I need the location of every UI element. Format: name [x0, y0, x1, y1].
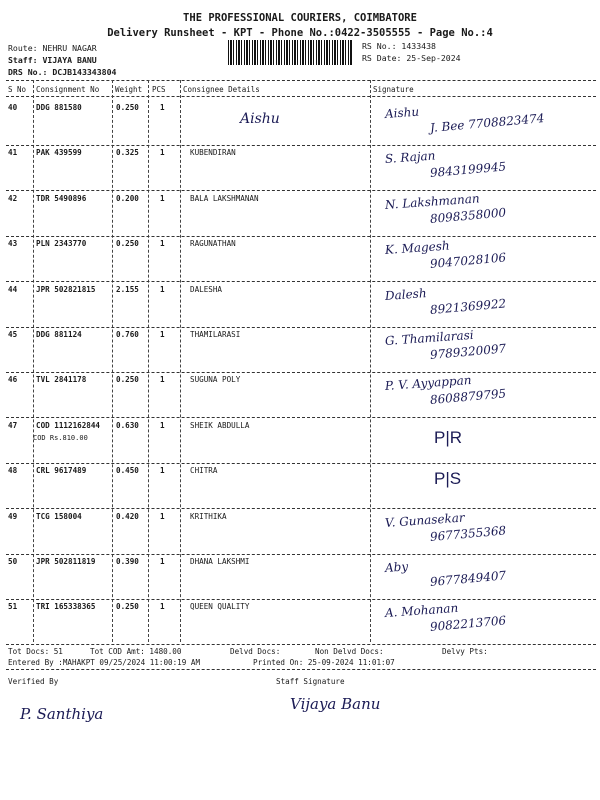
row-consignment-no: JPR 502821815: [36, 284, 96, 294]
row-weight: 0.630: [116, 420, 139, 430]
staff-signature: Vijaya Banu: [290, 695, 381, 713]
row-signature-phone: 9047028106: [429, 250, 507, 272]
row-sno: 45: [8, 330, 18, 339]
row-sno: 47: [8, 420, 18, 430]
row-signature-phone: 8921369922: [429, 295, 507, 317]
delivered-docs: Delvd Docs:: [230, 647, 281, 656]
footer-rule: [6, 669, 596, 670]
row-consignee: DALESHA: [190, 284, 223, 294]
table-header-rule: [6, 96, 596, 97]
row-weight: 0.250: [116, 239, 139, 249]
row-signature: V. Gunasekar: [384, 510, 466, 530]
row-cod-amount: COD Rs.810.00: [33, 433, 88, 442]
rs-number: RS No.: 1433438: [362, 41, 436, 51]
staff-label: Staff: VIJAYA BANU: [8, 55, 97, 65]
col-sno: S No: [8, 85, 27, 94]
row-signature-phone: 9677849407: [429, 568, 507, 589]
row-pcs: 1: [160, 375, 165, 385]
entered-by: Entered By :MAHAKPT 09/25/2024 11:00:19 AM: [8, 658, 201, 667]
row-consignment-no: PAK 439599: [36, 148, 82, 158]
row-weight: 0.200: [116, 193, 139, 203]
row-pcs: 1: [160, 239, 165, 249]
row-pcs: 1: [160, 602, 165, 612]
row-consignee: CHITRA: [190, 466, 218, 476]
row-consignment-no: TDR 5490896: [36, 193, 87, 203]
row-sno: 44: [8, 284, 18, 294]
row-weight: 0.760: [116, 330, 139, 339]
row-pcs: 1: [160, 330, 165, 339]
row-pcs: 1: [160, 557, 165, 566]
row-separator: [6, 372, 596, 373]
row-40-handwritten-name: Aishu: [240, 111, 280, 127]
row-weight: 0.250: [116, 602, 139, 612]
row-signature: N. Lakshmanan: [384, 191, 481, 212]
row-separator: [6, 644, 596, 645]
row-pcs: 1: [160, 148, 165, 158]
row-signature-phone: 9677355368: [429, 522, 507, 544]
row-separator: [6, 463, 596, 464]
row-weight: 0.420: [116, 511, 139, 521]
row-signature: G. Thamilarasi: [384, 327, 475, 348]
row-consignee: SUGUNA POLY: [190, 375, 241, 385]
row-sno: 51: [8, 602, 18, 612]
row-consignment-no: DDG 881124: [36, 330, 82, 339]
row-separator: [6, 599, 596, 600]
row-sno: 49: [8, 511, 18, 521]
row-pcs: 1: [160, 420, 165, 430]
row-pcs: 1: [160, 284, 165, 294]
row-signature-phone: 9789320097: [429, 341, 507, 362]
col-divider: [370, 80, 371, 642]
row-consignee: BALA LAKSHMANAN: [190, 193, 259, 203]
runsheet-subtitle: Delivery Runsheet - KPT - Phone No.:0422-3505555 - Page No.:4: [107, 27, 493, 39]
verifier-signature: P. Santhiya: [20, 705, 104, 723]
table-top-rule: [6, 80, 596, 81]
total-cod: Tot COD Amt: 1480.00: [90, 647, 182, 656]
row-consignment-no: TRI 165338365: [36, 602, 96, 612]
row-sno: 43: [8, 239, 18, 249]
row-signature-phone: 9082213706: [429, 613, 507, 635]
row-consignment-no: PLN 2343770: [36, 239, 87, 249]
row-consignee: THAMILARASI: [190, 330, 241, 339]
row-sno: 50: [8, 557, 18, 566]
col-divider: [112, 80, 113, 642]
row-consignment-no: TVL 2841178: [36, 375, 87, 385]
row-separator: [6, 554, 596, 555]
status-mark: P|S: [434, 469, 462, 488]
row-separator: [6, 508, 596, 509]
row-sno: 42: [8, 193, 18, 203]
row-signature-phone: J. Bee 7708823474: [429, 111, 545, 135]
row-sno: 48: [8, 466, 18, 476]
non-delivered-docs: Non Delvd Docs:: [315, 647, 384, 656]
row-signature: P. V. Ayyappan: [384, 373, 472, 394]
col-divider: [148, 80, 149, 642]
delivery-points: Delvy Pts:: [442, 647, 488, 656]
barcode: [228, 40, 353, 65]
row-signature: K. Magesh: [384, 238, 451, 258]
row-separator: [6, 417, 596, 418]
row-sno: 40: [8, 103, 18, 112]
printed-on: Printed On: 25-09-2024 11:01:07: [253, 658, 395, 667]
row-consignee: RAGUNATHAN: [190, 239, 236, 249]
row-pcs: 1: [160, 511, 165, 521]
row-separator: [6, 190, 596, 191]
row-signature: Aishu: [384, 104, 420, 121]
company-title: THE PROFESSIONAL COURIERS, COIMBATORE: [183, 12, 417, 24]
row-signature: S. Rajan: [384, 148, 436, 167]
row-consignment-no: COD 1112162844: [36, 420, 101, 430]
row-pcs: 1: [160, 103, 165, 112]
row-separator: [6, 236, 596, 237]
row-signature: A. Mohanan: [384, 601, 459, 621]
row-signature-phone: 8098358000: [429, 205, 507, 226]
return-mark: P|R: [434, 428, 463, 447]
verified-by-label: Verified By: [8, 677, 59, 686]
col-consignment: Consignment No: [36, 85, 100, 94]
row-consignee: SHEIK ABDULLA: [190, 420, 250, 430]
row-separator: [6, 145, 596, 146]
row-weight: 0.325: [116, 148, 139, 158]
route-label: Route: NEHRU NAGAR: [8, 43, 97, 53]
row-consignment-no: JPR 502811819: [36, 557, 96, 566]
col-consignee: Consignee Details: [183, 85, 260, 94]
row-pcs: 1: [160, 193, 165, 203]
row-consignee: DHANA LAKSHMI: [190, 557, 250, 566]
row-signature-phone: 9843199945: [429, 159, 507, 181]
row-separator: [6, 327, 596, 328]
row-sno: 46: [8, 375, 18, 385]
row-consignment-no: DDG 881580: [36, 103, 82, 112]
row-weight: 0.450: [116, 466, 139, 476]
row-consignment-no: CRL 9617489: [36, 466, 87, 476]
row-consignee: QUEEN QUALITY: [190, 602, 250, 612]
row-separator: [6, 281, 596, 282]
row-consignment-no: TCG 158004: [36, 511, 82, 521]
col-signature: Signature: [373, 85, 414, 94]
staff-signature-label: Staff Signature: [276, 677, 345, 686]
row-sno: 41: [8, 148, 18, 158]
row-signature-phone: 8608879795: [429, 386, 507, 408]
row-consignee: KRITHIKA: [190, 511, 227, 521]
row-weight: 2.155: [116, 284, 139, 294]
col-divider: [33, 80, 34, 642]
row-signature: Aby: [384, 559, 409, 575]
row-consignee: KUBENDIRAN: [190, 148, 236, 158]
row-pcs: 1: [160, 466, 165, 476]
row-weight: 0.250: [116, 103, 139, 112]
total-docs: Tot Docs: 51: [8, 647, 63, 656]
row-weight: 0.250: [116, 375, 139, 385]
row-signature: Dalesh: [384, 285, 427, 303]
rs-date: RS Date: 25-Sep-2024: [362, 53, 461, 63]
col-weight: Weight: [115, 85, 143, 94]
col-pcs: PCS: [152, 85, 166, 94]
row-weight: 0.390: [116, 557, 139, 566]
drs-number: DRS No.: DCJB143343804: [8, 67, 117, 77]
col-divider: [180, 80, 181, 642]
